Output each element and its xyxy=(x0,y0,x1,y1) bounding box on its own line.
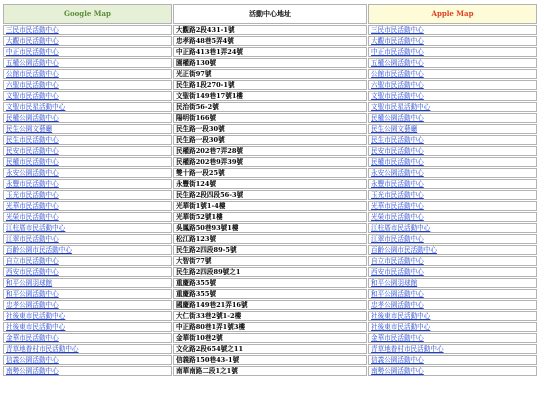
apple-map-link[interactable]: 五權公園活動中心 xyxy=(368,58,537,68)
table-row xyxy=(3,25,537,35)
center-address: 民生路2四段89-5號 xyxy=(173,245,367,255)
center-address: 民生路一段30號 xyxy=(173,124,367,134)
apple-map-link[interactable]: 公館市民活動中心 xyxy=(368,69,537,79)
apple-map-link[interactable]: 永豐市民活動中心 xyxy=(368,179,537,189)
center-address: 松江路123號 xyxy=(173,234,367,244)
center-address: 光華街1號1-4樓 xyxy=(173,201,367,211)
table-row xyxy=(3,69,537,79)
table-row xyxy=(3,311,537,321)
apple-map-link[interactable]: 社後東市民活動中心 xyxy=(368,311,537,321)
google-map-link[interactable]: 民生公園文藝廳 xyxy=(3,124,172,134)
google-map-link[interactable]: 六聖市民活動中心 xyxy=(3,80,172,90)
apple-map-link[interactable]: 江柱厝市民活動中心 xyxy=(368,223,537,233)
google-map-link[interactable]: 社後東市民活動中心 xyxy=(3,322,172,332)
apple-map-link[interactable]: 和平公園活動中心 xyxy=(368,289,537,299)
table-row xyxy=(3,344,537,354)
table-row xyxy=(3,190,537,200)
table-row xyxy=(3,223,537,233)
google-map-link[interactable]: 永豐市民活動中心 xyxy=(3,179,172,189)
apple-map-link[interactable]: 中正市民活動中心 xyxy=(368,47,537,57)
apple-map-header: Apple Map xyxy=(368,4,537,24)
apple-map-link[interactable]: 青草地眷村市民活動中心 xyxy=(368,344,537,354)
apple-map-link[interactable]: 光華市民活動中心 xyxy=(368,201,537,211)
apple-map-link[interactable]: 南勢公園活動中心 xyxy=(368,366,537,376)
apple-map-link[interactable]: 江翠市民活動中心 xyxy=(368,234,537,244)
google-map-link[interactable]: 民安市民活動中心 xyxy=(3,146,172,156)
table-row xyxy=(3,157,537,167)
table-row xyxy=(3,245,537,255)
table-row xyxy=(3,322,537,332)
center-address: 中正路80巷1弄1號3樓 xyxy=(173,322,367,332)
apple-map-link[interactable]: 百齡公園市民活動中心 xyxy=(368,245,537,255)
google-map-link[interactable]: 青草地眷村市民活動中心 xyxy=(3,344,172,354)
table-row xyxy=(3,355,537,365)
google-map-header: Google Map xyxy=(3,4,172,24)
google-map-link[interactable]: 信義公園活動中心 xyxy=(3,355,172,365)
google-map-link[interactable]: 忠孝公園活動中心 xyxy=(3,300,172,310)
google-map-link[interactable]: 自立市民活動中心 xyxy=(3,256,172,266)
center-address: 大仁街33巷2號1-2樓 xyxy=(173,311,367,321)
google-map-link[interactable]: 光華市民活動中心 xyxy=(3,201,172,211)
table-row xyxy=(3,256,537,266)
apple-map-link[interactable]: 大觀市民活動中心 xyxy=(368,36,537,46)
center-address: 民權路202巷7弄28號 xyxy=(173,146,367,156)
center-address: 陽明街166號 xyxy=(173,113,367,123)
apple-map-link[interactable]: 金華市民活動中心 xyxy=(368,333,537,343)
apple-map-link[interactable]: 民生公園文藝廳 xyxy=(368,124,537,134)
google-map-link[interactable]: 百齡公園市民活動中心 xyxy=(3,245,172,255)
center-address: 民治街56-2號 xyxy=(173,102,367,112)
apple-map-link[interactable]: 民生市民活動中心 xyxy=(368,135,537,145)
google-map-link[interactable]: 民生市民活動中心 xyxy=(3,135,172,145)
table-row xyxy=(3,102,537,112)
google-map-link[interactable]: 大觀市民活動中心 xyxy=(3,36,172,46)
apple-map-link[interactable]: 光榮市民活動中心 xyxy=(368,212,537,222)
center-address: 南華南路二段1之1號 xyxy=(173,366,367,376)
table-row xyxy=(3,289,537,299)
apple-map-link[interactable]: 民權市民活動中心 xyxy=(368,157,537,167)
apple-map-link[interactable]: 民安市民活動中心 xyxy=(368,146,537,156)
center-address: 民權路202巷9弄39號 xyxy=(173,157,367,167)
table-row xyxy=(3,135,537,145)
table-row xyxy=(3,168,537,178)
apple-map-link[interactable]: 忠孝公園活動中心 xyxy=(368,300,537,310)
table-row xyxy=(3,124,537,134)
table-row xyxy=(3,179,537,189)
table-row xyxy=(3,58,537,68)
table-row xyxy=(3,234,537,244)
apple-map-link[interactable]: 玉光市民活動中心 xyxy=(368,190,537,200)
center-address: 重慶路355號 xyxy=(173,278,367,288)
google-map-link[interactable]: 和平公園羽球館 xyxy=(3,278,172,288)
table-body xyxy=(3,25,537,376)
center-address: 忠孝路48巷5弄4號 xyxy=(173,36,367,46)
table-header-row xyxy=(3,4,537,24)
center-address: 園權路130號 xyxy=(173,58,367,68)
center-address: 大觀路2段431-1號 xyxy=(173,25,367,35)
center-address: 信義路150巷43-1號 xyxy=(173,355,367,365)
google-map-link[interactable]: 文聖市民活動中心 xyxy=(3,91,172,101)
center-address: 永豐街124號 xyxy=(173,179,367,189)
google-map-link[interactable]: 光榮市民活動中心 xyxy=(3,212,172,222)
table-row xyxy=(3,36,537,46)
center-address: 光正街97號 xyxy=(173,69,367,79)
table-row xyxy=(3,80,537,90)
apple-map-link[interactable]: 民權公園活動中心 xyxy=(368,113,537,123)
table-row xyxy=(3,300,537,310)
google-map-link[interactable]: 民權市民活動中心 xyxy=(3,157,172,167)
table-row xyxy=(3,91,537,101)
table-row xyxy=(3,212,537,222)
apple-map-link[interactable]: 文聖市民星活動中心 xyxy=(368,102,537,112)
apple-map-link[interactable]: 和平公園羽球館 xyxy=(368,278,537,288)
center-address: 光華街52號1樓 xyxy=(173,212,367,222)
google-map-link[interactable]: 社後東市民活動中心 xyxy=(3,311,172,321)
center-address: 重慶路355號 xyxy=(173,289,367,299)
center-address: 國慶路149巷21弄16號 xyxy=(173,300,367,310)
map-links-table-container xyxy=(2,3,538,377)
apple-map-link[interactable]: 文聖市民活動中心 xyxy=(368,91,537,101)
table-row xyxy=(3,146,537,156)
apple-map-link[interactable]: 永安公園活動中心 xyxy=(368,168,537,178)
google-map-link[interactable]: 中正市民活動中心 xyxy=(3,47,172,57)
google-map-link[interactable]: 文聖市民星活動中心 xyxy=(3,102,172,112)
apple-map-link[interactable]: 西安市民活動中心 xyxy=(368,267,537,277)
google-map-link[interactable]: 金華市民活動中心 xyxy=(3,333,172,343)
google-map-link[interactable]: 和平公園活動中心 xyxy=(3,289,172,299)
center-address: 民生路2四段89號之1 xyxy=(173,267,367,277)
center-address: 雙十路一段25號 xyxy=(173,168,367,178)
activity-center-table xyxy=(2,3,538,377)
google-map-link[interactable]: 民權公園活動中心 xyxy=(3,113,172,123)
google-map-link[interactable]: 玉光市民活動中心 xyxy=(3,190,172,200)
table-row xyxy=(3,366,537,376)
google-map-link[interactable]: 三民市民活動中心 xyxy=(3,25,172,35)
address-header: 活動中心地址 xyxy=(173,4,367,24)
apple-map-link[interactable]: 信義公園活動中心 xyxy=(368,355,537,365)
google-map-link[interactable]: 西安市民活動中心 xyxy=(3,267,172,277)
center-address: 金華街10巷2號 xyxy=(173,333,367,343)
google-map-link[interactable]: 永安公園活動中心 xyxy=(3,168,172,178)
table-row xyxy=(3,113,537,123)
google-map-link[interactable]: 五權公園活動中心 xyxy=(3,58,172,68)
apple-map-link[interactable]: 社後東市民活動中心 xyxy=(368,322,537,332)
apple-map-link[interactable]: 六聖市民活動中心 xyxy=(368,80,537,90)
center-address: 吳鳳路50巷93號1樓 xyxy=(173,223,367,233)
google-map-link[interactable]: 公館市民活動中心 xyxy=(3,69,172,79)
table-row xyxy=(3,267,537,277)
google-map-link[interactable]: 江柱厝市民活動中心 xyxy=(3,223,172,233)
center-address: 中正路413巷1弄24號 xyxy=(173,47,367,57)
google-map-link[interactable]: 江翠市民活動中心 xyxy=(3,234,172,244)
center-address: 民生路1段270-1號 xyxy=(173,80,367,90)
table-row xyxy=(3,333,537,343)
apple-map-link[interactable]: 三民市民活動中心 xyxy=(368,25,537,35)
center-address: 民生路2段四段56-3號 xyxy=(173,190,367,200)
google-map-link[interactable]: 南勢公園活動中心 xyxy=(3,366,172,376)
center-address: 民生路一段30號 xyxy=(173,135,367,145)
center-address: 文聖街149巷17號1樓 xyxy=(173,91,367,101)
table-row xyxy=(3,201,537,211)
center-address: 文化路2段654號之11 xyxy=(173,344,367,354)
center-address: 大智街77號 xyxy=(173,256,367,266)
apple-map-link[interactable]: 自立市民活動中心 xyxy=(368,256,537,266)
table-row xyxy=(3,47,537,57)
table-row xyxy=(3,278,537,288)
